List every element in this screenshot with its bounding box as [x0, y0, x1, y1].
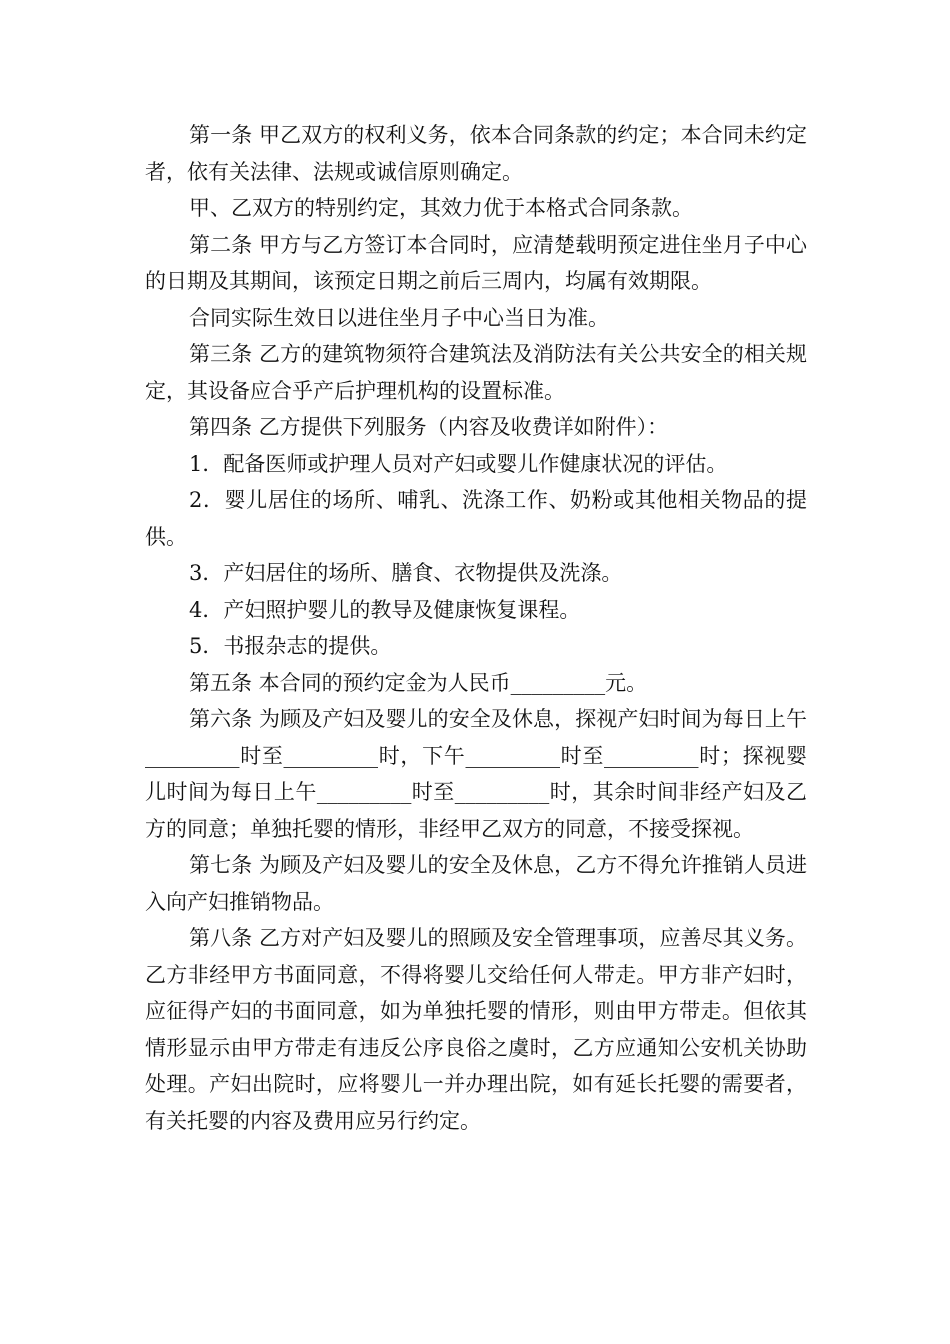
list-item-service-3: 3．产妇居住的场所、膳食、衣物提供及洗涤。 [189, 561, 623, 585]
list-item-service-1: 1．配备医师或护理人员对产妇或婴儿作健康状况的评估。 [189, 451, 728, 476]
paragraph-article-1: 第一条 甲乙双方的权利义务，依本合同条款的约定；本合同未约定者，依有关法律、法规或诚信原则确定。 [145, 123, 807, 184]
paragraph-article-4: 第四条 乙方提供下列服务（内容及收费详如附件）： [189, 415, 669, 439]
list-item-service-2: 2．婴儿居住的场所、哺乳、洗涤工作、奶粉或其他相关物品的提供。 [145, 488, 807, 549]
paragraph-article-6: 第六条 为顾及产妇及婴儿的安全及休息，探视产妇时间为每日上午_________时至_________时，下午_________时至_________时；探视婴儿时间为每日上午_________时至_________时，其余时间非经产妇及乙方的同意；单独托婴的情形，非经甲乙双方的同意，不接受探视。 [145, 707, 807, 841]
paragraph-effective-date: 合同实际生效日以进住坐月子中心当日为准。 [189, 305, 609, 330]
contract-body [145, 117, 807, 1139]
list-item-service-5: 5．书报杂志的提供。 [189, 634, 392, 658]
paragraph-article-8: 第八条 乙方对产妇及婴儿的照顾及安全管理事项，应善尽其义务。乙方非经甲方书面同意，不得将婴儿交给任何人带走。甲方非产妇时，应征得产妇的书面同意，如为单独托婴的情形，则由甲方带走。但依其情形显示由甲方带走有违反公序良俗之虞时，乙方应通知公安机关协助处理。产妇出院时，应将婴儿一并办理出院，如有延长托婴的需要者，有关托婴的内容及费用应另行约定。 [145, 926, 807, 1133]
paragraph-article-2: 第二条 甲方与乙方签订本合同时，应清楚载明预定进住坐月子中心的日期及其期间，该预定日期之前后三周内，均属有效期限。 [145, 232, 807, 293]
paragraph-article-3: 第三条 乙方的建筑物须符合建筑法及消防法有关公共安全的相关规定，其设备应合乎产后护理机构的设置标准。 [145, 342, 807, 403]
paragraph-article-5: 第五条 本合同的预约定金为人民币_________元。 [189, 670, 648, 695]
paragraph-special-agreement: 甲、乙双方的特别约定，其效力优于本格式合同条款。 [189, 196, 693, 220]
list-item-service-4: 4．产妇照护婴儿的教导及健康恢复课程。 [189, 597, 581, 622]
paragraph-article-7: 第七条 为顾及产妇及婴儿的安全及休息，乙方不得允许推销人员进入向产妇推销物品。 [145, 853, 807, 914]
